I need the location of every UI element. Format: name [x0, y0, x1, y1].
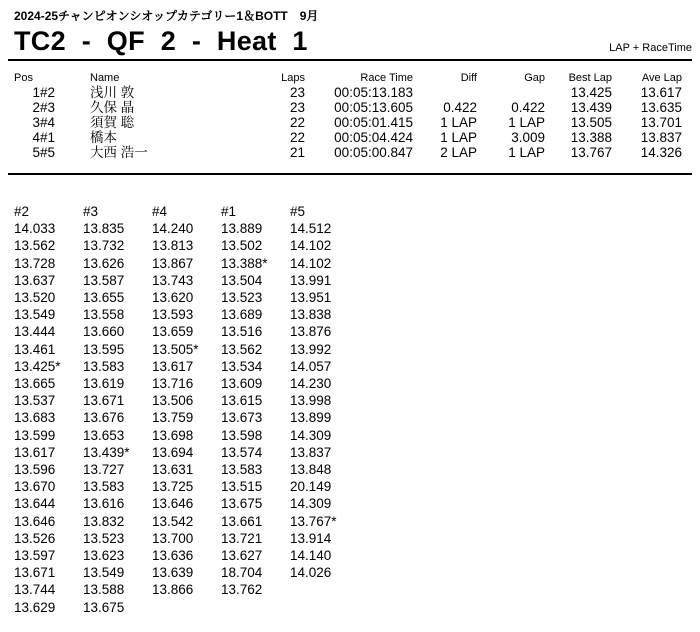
- lap-time: 13.671: [83, 393, 125, 409]
- result-cell-num: #3: [40, 100, 56, 115]
- lap-time: 13.627: [221, 548, 263, 564]
- series-title: 2024-25チャンピオンシオップカテゴリー1＆BOTT 9月: [14, 9, 319, 23]
- result-cell-gap: 1 LAP: [508, 115, 545, 130]
- result-row: [14, 130, 682, 145]
- lap-time: 13.504: [221, 272, 263, 288]
- result-row: [14, 145, 682, 160]
- results-header-best_lap: Best Lap: [568, 72, 612, 84]
- result-cell-race_time: 00:05:00.847: [334, 145, 413, 160]
- lap-time: 13.620: [152, 290, 194, 306]
- results-header-num: [40, 71, 90, 85]
- lap-time: 13.670: [14, 479, 56, 495]
- page-title: TC2 - QF 2 - Heat 1: [14, 26, 308, 56]
- lap-time: 13.951: [290, 290, 332, 306]
- result-cell-pos: 2: [32, 100, 40, 115]
- lap-time: 13.727: [83, 462, 125, 478]
- result-cell-num: #2: [40, 85, 56, 100]
- lap-time: 13.665: [14, 376, 56, 392]
- lap-time: 13.716: [152, 376, 194, 392]
- lap-column: [83, 203, 152, 616]
- lap-column-header: #3: [83, 204, 99, 219]
- lap-column-header: #2: [14, 204, 30, 219]
- lap-time: 20.149: [290, 479, 332, 495]
- lap-time: 13.673: [221, 410, 263, 426]
- result-cell-name: 橋本: [90, 130, 117, 145]
- lap-time: 13.655: [83, 290, 125, 306]
- lap-time: 13.515: [221, 479, 263, 495]
- result-cell-best_lap: 13.505: [570, 115, 612, 130]
- lap-time: 14.140: [290, 548, 332, 564]
- lap-time: 13.991: [290, 272, 332, 288]
- result-cell-ave_lap: 13.635: [640, 100, 682, 115]
- lap-time: 13.595: [83, 341, 125, 357]
- lap-time: 13.523: [221, 290, 263, 306]
- result-cell-laps: 23: [289, 85, 305, 100]
- lap-time: 13.637: [14, 272, 56, 288]
- results-table: [14, 71, 682, 160]
- lap-time: 13.700: [152, 530, 194, 546]
- result-cell-diff: 0.422: [443, 100, 477, 115]
- lap-time: 13.675: [83, 599, 125, 615]
- lap-time: 13.549: [83, 565, 125, 581]
- lap-time: 13.867: [152, 255, 194, 271]
- lap-time: 13.520: [14, 290, 56, 306]
- lap-time: 13.593: [152, 307, 194, 323]
- lap-time: 13.689: [221, 307, 263, 323]
- lap-time: 13.889: [221, 221, 263, 237]
- result-cell-best_lap: 13.388: [570, 130, 612, 145]
- lap-time: 14.240: [152, 221, 194, 237]
- result-cell-num: #5: [40, 145, 56, 160]
- timing-sheet: [0, 9, 700, 616]
- lap-time: 13.598: [221, 427, 263, 443]
- result-cell-diff: 1 LAP: [440, 130, 477, 145]
- lap-column: [152, 203, 221, 616]
- results-header-gap: Gap: [524, 72, 545, 84]
- lap-time: 13.388*: [221, 255, 268, 271]
- result-cell-name: 浅川 敦: [90, 85, 135, 100]
- result-cell-ave_lap: 13.617: [640, 85, 682, 100]
- lap-time: 13.617: [14, 444, 56, 460]
- results-section: [8, 71, 692, 175]
- result-cell-num: #1: [40, 130, 56, 145]
- lap-time: 13.583: [221, 462, 263, 478]
- title-block: [8, 26, 692, 61]
- result-row: [14, 115, 682, 130]
- lap-time: 13.813: [152, 238, 194, 254]
- lap-time: 13.728: [14, 255, 56, 271]
- result-cell-pos: 1: [32, 85, 40, 100]
- lap-time: 13.558: [83, 307, 125, 323]
- lap-time: 13.523: [83, 530, 125, 546]
- result-cell-pos: 3: [32, 115, 40, 130]
- result-cell-diff: 1 LAP: [440, 115, 477, 130]
- lap-time: 13.623: [83, 548, 125, 564]
- lap-time: 13.992: [290, 341, 332, 357]
- lap-time: 13.743: [152, 272, 194, 288]
- lap-time: 13.619: [83, 376, 125, 392]
- timing-mode-label: LAP + RaceTime: [609, 42, 692, 54]
- result-cell-laps: 23: [289, 100, 305, 115]
- lap-time: 13.744: [14, 582, 56, 598]
- lap-time: 13.866: [152, 582, 194, 598]
- result-cell-race_time: 00:05:13.605: [334, 100, 413, 115]
- lap-time: 13.914: [290, 530, 332, 546]
- lap-time: 13.583: [83, 479, 125, 495]
- result-cell-gap: 0.422: [511, 100, 545, 115]
- lap-time: 13.762: [221, 582, 263, 598]
- lap-time: 13.837: [290, 444, 332, 460]
- results-header-race_time: Race Time: [360, 72, 413, 84]
- result-cell-name: 久保 晶: [90, 100, 135, 115]
- lap-time: 13.676: [83, 410, 125, 426]
- results-header-pos: Pos: [14, 72, 33, 84]
- lap-time: 14.309: [290, 496, 332, 512]
- lap-time: 14.026: [290, 565, 332, 581]
- result-cell-ave_lap: 13.837: [640, 130, 682, 145]
- lap-time: 13.832: [83, 513, 125, 529]
- lap-time: 13.615: [221, 393, 263, 409]
- lap-time: 13.759: [152, 410, 194, 426]
- lap-time: 13.661: [221, 513, 263, 529]
- lap-time: 14.033: [14, 221, 56, 237]
- lap-time: 13.660: [83, 324, 125, 340]
- lap-time: 13.516: [221, 324, 263, 340]
- lap-time: 13.683: [14, 410, 56, 426]
- result-cell-diff: [413, 85, 477, 100]
- lap-time: 13.599: [14, 427, 56, 443]
- lap-time: 13.639: [152, 565, 194, 581]
- lap-time: 13.574: [221, 444, 263, 460]
- lap-time: 13.562: [14, 238, 56, 254]
- lap-time: 13.629: [14, 599, 56, 615]
- lap-time: 13.506: [152, 393, 194, 409]
- lap-time: 13.626: [83, 255, 125, 271]
- lap-time: 13.876: [290, 324, 332, 340]
- result-cell-pos: 5: [32, 145, 40, 160]
- lap-time: 13.596: [14, 462, 56, 478]
- lap-time: 13.587: [83, 272, 125, 288]
- lap-time: 13.562: [221, 341, 263, 357]
- result-cell-best_lap: 13.425: [570, 85, 612, 100]
- lap-time: 18.704: [221, 565, 263, 581]
- lap-time: 13.444: [14, 324, 56, 340]
- lap-time: 13.617: [152, 358, 194, 374]
- result-row: [14, 100, 682, 115]
- lap-time: 13.526: [14, 530, 56, 546]
- lap-time: 13.542: [152, 513, 194, 529]
- lap-time: 13.537: [14, 393, 56, 409]
- lap-time: 13.588: [83, 582, 125, 598]
- lap-time: 13.899: [290, 410, 332, 426]
- results-header-ave_lap: Ave Lap: [641, 72, 682, 84]
- result-row: [14, 85, 682, 100]
- results-header-row: [14, 71, 682, 85]
- lap-time: 13.439*: [83, 444, 130, 460]
- lap-time: 13.767*: [290, 513, 337, 529]
- result-cell-diff: 2 LAP: [440, 145, 477, 160]
- lap-time: 14.512: [290, 221, 332, 237]
- result-cell-gap: 3.009: [511, 130, 545, 145]
- result-cell-race_time: 00:05:01.415: [334, 115, 413, 130]
- lap-time: 13.549: [14, 307, 56, 323]
- result-cell-num: #4: [40, 115, 56, 130]
- result-cell-laps: 22: [289, 115, 305, 130]
- lap-column-header: #4: [152, 204, 168, 219]
- lap-time: 13.425*: [14, 358, 61, 374]
- lap-column-header: #1: [221, 204, 237, 219]
- result-cell-race_time: 00:05:04.424: [334, 130, 413, 145]
- result-cell-ave_lap: 13.701: [640, 115, 682, 130]
- results-header-laps: Laps: [281, 72, 305, 84]
- lap-time: 13.583: [83, 358, 125, 374]
- lap-time: 13.694: [152, 444, 194, 460]
- lap-time: 13.725: [152, 479, 194, 495]
- result-cell-race_time: 00:05:13.183: [334, 85, 413, 100]
- result-cell-best_lap: 13.767: [570, 145, 612, 160]
- lap-column: [290, 203, 359, 616]
- lap-time: 13.534: [221, 358, 263, 374]
- lap-time: 13.636: [152, 548, 194, 564]
- lap-column-header: #5: [290, 204, 306, 219]
- lap-time: 13.848: [290, 462, 332, 478]
- lap-time: 14.230: [290, 376, 332, 392]
- lap-time: 13.835: [83, 221, 125, 237]
- results-body: [14, 85, 682, 160]
- lap-time: 13.732: [83, 238, 125, 254]
- lap-time: 13.659: [152, 324, 194, 340]
- result-cell-ave_lap: 14.326: [640, 145, 682, 160]
- result-cell-laps: 22: [289, 130, 305, 145]
- result-cell-name: 須賀 聡: [90, 115, 135, 130]
- result-cell-best_lap: 13.439: [570, 100, 612, 115]
- lap-time: 13.675: [221, 496, 263, 512]
- lap-time: 14.057: [290, 358, 332, 374]
- results-header-diff: Diff: [460, 72, 477, 84]
- lap-time: 13.461: [14, 341, 56, 357]
- lap-time: 13.631: [152, 462, 194, 478]
- lap-time: 13.609: [221, 376, 263, 392]
- lap-time: 13.646: [14, 513, 56, 529]
- lap-time: 13.721: [221, 530, 263, 546]
- lap-time: 14.102: [290, 238, 332, 254]
- lap-column: [221, 203, 290, 616]
- lap-time: 14.102: [290, 255, 332, 271]
- result-cell-pos: 4: [32, 130, 40, 145]
- lap-time: 14.309: [290, 427, 332, 443]
- lap-time: 13.616: [83, 496, 125, 512]
- lap-time: 13.998: [290, 393, 332, 409]
- lap-times-grid: [14, 203, 692, 616]
- lap-time: 13.646: [152, 496, 194, 512]
- lap-time: 13.597: [14, 548, 56, 564]
- result-cell-name: 大西 浩一: [90, 145, 148, 160]
- result-cell-laps: 21: [289, 145, 305, 160]
- lap-time: 13.838: [290, 307, 332, 323]
- lap-time: 13.698: [152, 427, 194, 443]
- lap-time: 13.502: [221, 238, 263, 254]
- lap-column: [14, 203, 83, 616]
- lap-time: 13.671: [14, 565, 56, 581]
- results-header-name: Name: [90, 72, 120, 84]
- lap-time: 13.644: [14, 496, 56, 512]
- lap-time: 13.505*: [152, 341, 199, 357]
- lap-time: 13.653: [83, 427, 125, 443]
- result-cell-gap: [477, 85, 545, 100]
- result-cell-gap: 1 LAP: [508, 145, 545, 160]
